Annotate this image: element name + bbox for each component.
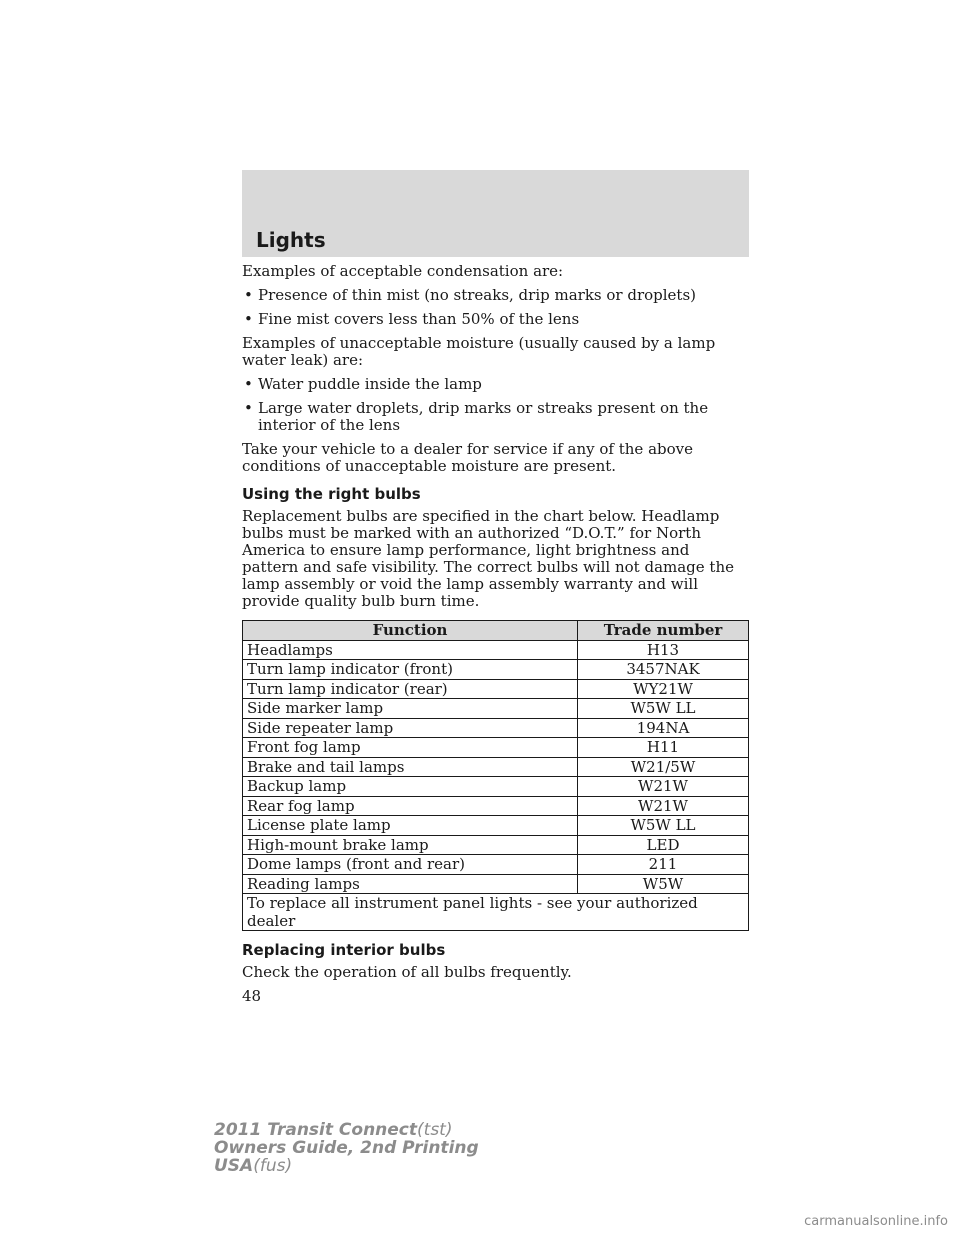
footer-model-code: (tst) [417,1120,453,1140]
trade-number-cell: W21W [578,777,749,797]
unacceptable-list [242,376,750,434]
trade-number-cell: W21/5W [578,757,749,777]
list-item: • Water puddle inside the lamp [244,375,482,393]
bulb-function-cell: Reading lamps [243,874,578,894]
bulb-function-cell: Rear fog lamp [243,796,578,816]
table-row [243,855,749,875]
trade-number-cell: 194NA [578,718,749,738]
trade-number-cell: WY21W [578,679,749,699]
page-content [242,263,750,1005]
bulb-table [242,620,749,931]
bulb-function-cell: High-mount brake lamp [243,835,578,855]
footer-market: USA [214,1156,254,1176]
section-header-band [242,170,749,257]
column-header-function: Function [243,621,578,641]
bulb-function-cell: Brake and tail lamps [243,757,578,777]
table-row [243,699,749,719]
table-row [243,660,749,680]
trade-number-cell: W5W LL [578,816,749,836]
footer-model: 2011 Transit Connect [214,1120,418,1140]
list-item: • Large water droplets, drip marks or streaks present on the interior of the lens [244,399,709,434]
intro-text: Examples of acceptable condensation are: [242,262,564,280]
page-number: 48 [242,987,262,1005]
table-row [243,679,749,699]
trade-number-cell: W21W [578,796,749,816]
bulb-function-cell: Turn lamp indicator (front) [243,660,578,680]
footer-market-code: (fus) [253,1156,293,1176]
section-body-interior: Check the operation of all bulbs frequently. [242,963,572,981]
trade-number-cell: 211 [578,855,749,875]
bulb-function-cell: Headlamps [243,640,578,660]
watermark: carmanualsonline.info [804,1214,948,1229]
trade-number-cell: W5W LL [578,699,749,719]
list-item: • Fine mist covers less than 50% of the lens [244,310,580,328]
trade-number-cell: W5W [578,874,749,894]
table-row [243,796,749,816]
section-title: Lights [256,228,326,252]
bulb-function-cell: Backup lamp [243,777,578,797]
document-footer [214,1121,479,1175]
bulb-function-cell: Side repeater lamp [243,718,578,738]
section-body-bulbs: Replacement bulbs are specified in the chart below. Headlamp bulbs must be marked with an authorized “D.O.T.” for North America to ensure lamp performance, light brightness and pattern and safe visibility. The correct bulbs will not damage the lamp assembly or void the lamp assembly warranty and will provide quality bulb burn time. [242,507,734,610]
table-row [243,777,749,797]
list-item: • Presence of thin mist (no streaks, drip marks or droplets) [244,286,697,304]
trade-number-cell: 3457NAK [578,660,749,680]
table-footnote: To replace all instrument panel lights - see your authorized dealer [243,894,749,931]
trade-number-cell: H11 [578,738,749,758]
bulb-function-cell: Front fog lamp [243,738,578,758]
bulb-function-cell: Dome lamps (front and rear) [243,855,578,875]
bulb-function-cell: License plate lamp [243,816,578,836]
table-footnote-row [243,894,749,931]
footer-edition: Owners Guide, 2nd Printing [214,1138,479,1158]
section-heading-bulbs: Using the right bulbs [242,485,421,503]
bulb-function-cell: Side marker lamp [243,699,578,719]
table-row [243,835,749,855]
bulb-function-cell: Turn lamp indicator (rear) [243,679,578,699]
table-row [243,757,749,777]
column-header-trade-number: Trade number [578,621,749,641]
table-row [243,816,749,836]
acceptable-list [242,287,750,328]
trade-number-cell: H13 [578,640,749,660]
table-row [243,874,749,894]
table-header-row [243,621,749,641]
table-row [243,738,749,758]
table-row [243,718,749,738]
section-heading-interior: Replacing interior bulbs [242,941,446,959]
unacceptable-intro-text: Examples of unacceptable moisture (usually caused by a lamp water leak) are: [242,334,716,369]
service-text: Take your vehicle to a dealer for service if any of the above conditions of unacceptable moisture are present. [242,440,694,475]
trade-number-cell: LED [578,835,749,855]
table-row [243,640,749,660]
